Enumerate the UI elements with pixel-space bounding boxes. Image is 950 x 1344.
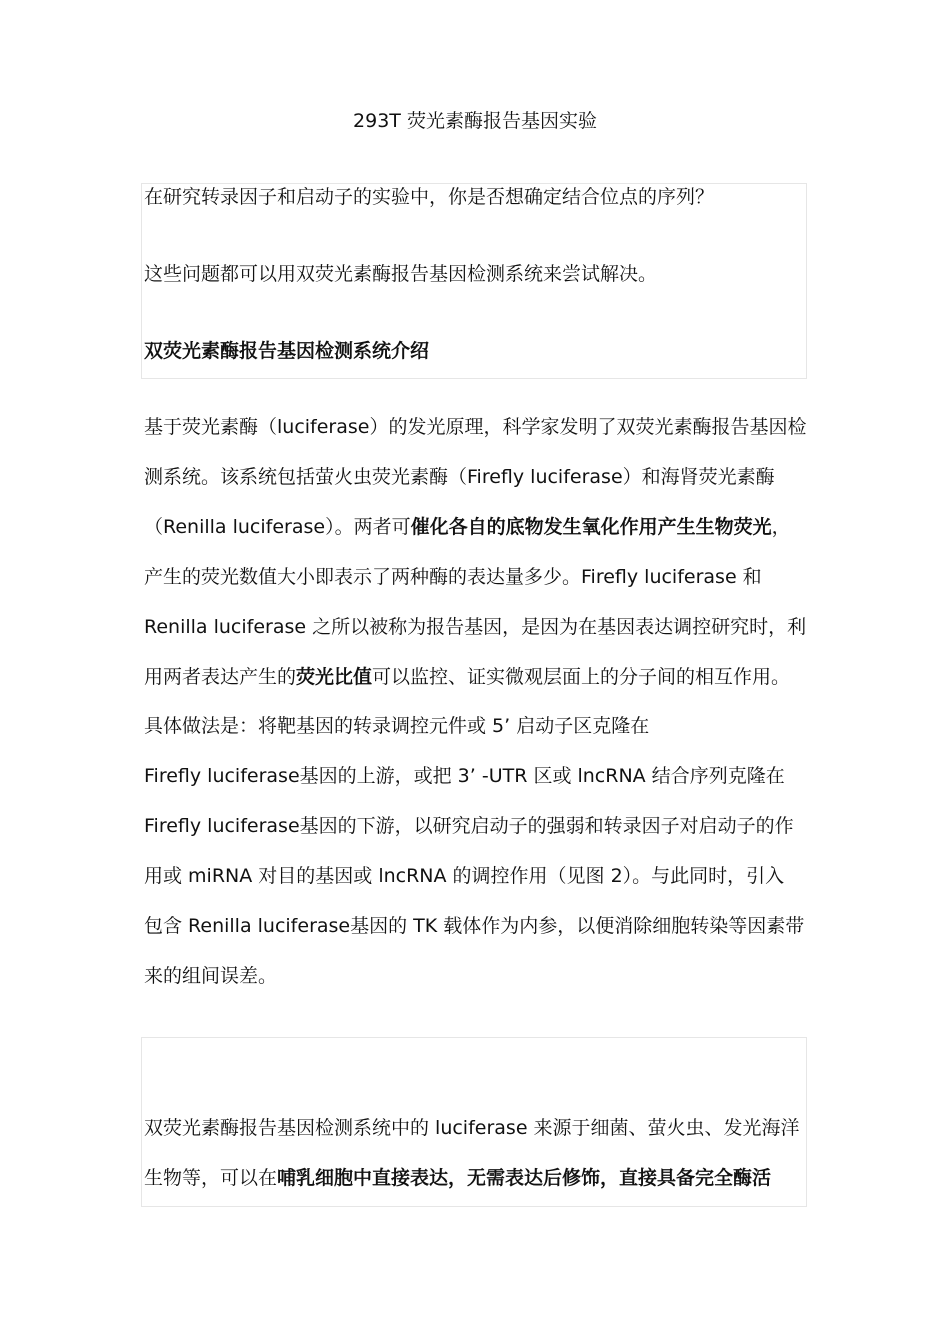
page-title: 293T 荧光素酶报告基因实验 [353,110,597,132]
text-run: （Renilla luciferase）。两者可 [144,516,411,538]
second-box-line: 双荧光素酶报告基因检测系统中的 luciferase 来源于细菌、萤火虫、发光海洋 [144,1117,800,1139]
intro-question: 在研究转录因子和启动子的实验中，你是否想确定结合位点的序列？ [144,186,715,208]
paragraph-line: 基于荧光素酶（luciferase）的发光原理，科学家发明了双荧光素酶报告基因检 [144,416,807,438]
paragraph-line: Firefly luciferase基因的上游，或把 3’ -UTR 区或 lncRNA 结合序列克隆在 [144,765,785,787]
paragraph-line: 包含 Renilla luciferase基因的 TK 载体作为内参，以便消除细胞转染等因素带 [144,915,805,937]
bold-emphasis: 荧光比值 [296,666,373,688]
bold-emphasis: 催化各自的底物发生氧化作用产生生物荧光 [410,516,772,538]
paragraph-line: Firefly luciferase基因的下游，以研究启动子的强弱和转录因子对启动子的作 [144,815,794,837]
intro-statement: 这些问题都可以用双荧光素酶报告基因检测系统来尝试解决。 [144,263,658,285]
text-run: ， [771,516,791,538]
paragraph-line [144,663,790,691]
bold-emphasis: 哺乳细胞中直接表达，无需表达后修饰，直接具备完全酶活 [277,1167,772,1189]
paragraph-line: Renilla luciferase 之所以被称为报告基因，是因为在基因表达调控研究时，利 [144,616,807,638]
paragraph-line: 具体做法是：将靶基因的转录调控元件或 5’ 启动子区克隆在 [144,715,650,737]
text-run: 用两者表达产生的 [144,666,297,688]
section-heading: 双荧光素酶报告基因检测系统介绍 [144,340,430,362]
paragraph-line: 测系统。该系统包括萤火虫荧光素酶（Firefly luciferase）和海肾荧光素酶 [144,466,775,488]
text-run: 可以监控、证实微观层面上的分子间的相互作用。 [372,666,791,688]
paragraph-line: 用或 miRNA 对目的基因或 lncRNA 的调控作用（见图 2）。与此同时，引入 [144,865,785,887]
paragraph-line [144,513,791,541]
paragraph-line: 产生的荧光数值大小即表示了两种酶的表达量多少。Firefly luciferase 和 [144,566,762,588]
second-box-line [144,1164,771,1192]
paragraph-line: 来的组间误差。 [144,965,278,987]
text-run: 生物等，可以在 [144,1167,278,1189]
